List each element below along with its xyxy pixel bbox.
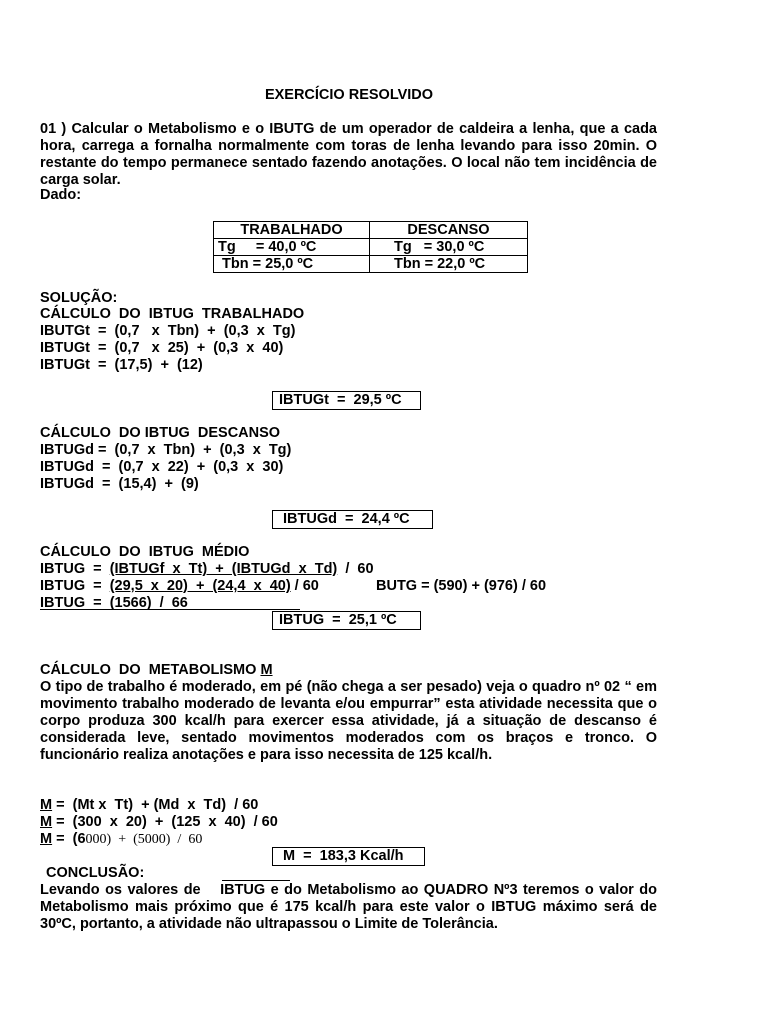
medio-heading: CÁLCULO DO IBTUG MÉDIO bbox=[40, 544, 250, 560]
table-cell: Tbn = 22,0 ºC bbox=[370, 256, 528, 273]
medio-sum: IBTUG = (1566) / 66 bbox=[40, 595, 188, 611]
descanso-line: IBTUGd = (0,7 x Tbn) + (0,3 x Tg) bbox=[40, 442, 292, 458]
problem-text: 01 ) Calcular o Metabolismo e o IBUTG de um operador de caldeira a lenha, que a cada hora, carrega a fornalha normalmente com toras de lenha levando para isso 20min. O restante do tempo permanece sentado fazendo anotações. O local não tem incidência de carga solar. bbox=[40, 121, 657, 188]
dado-label: Dado: bbox=[40, 187, 82, 203]
trabalhado-heading: CÁLCULO DO IBTUG TRABALHADO bbox=[40, 306, 305, 322]
solution-label: SOLUÇÃO: bbox=[40, 290, 118, 306]
table-cell: Tbn = 25,0 ºC bbox=[214, 256, 370, 273]
medio-result-box: IBTUG = 25,1 ºC bbox=[272, 611, 421, 630]
descanso-line: IBTUGd = (0,7 x 22) + (0,3 x 30) bbox=[40, 459, 284, 475]
table-row bbox=[214, 256, 528, 273]
header-descanso: DESCANSO bbox=[370, 222, 528, 239]
medio-formula: IBTUG = (IBTUGf x Tt) + (IBTUGd x Td) / 60 bbox=[40, 561, 374, 577]
underline-rule bbox=[222, 880, 290, 881]
header-trabalhado: TRABALHADO bbox=[214, 222, 370, 239]
data-table bbox=[213, 221, 528, 273]
metabolismo-heading: CÁLCULO DO METABOLISMO M bbox=[40, 662, 273, 678]
medio-substitution: IBTUG = (29,5 x 20) + (24,4 x 40) / 60 bbox=[40, 578, 319, 594]
m-sum: M = (6000) + (5000) / 60 bbox=[40, 831, 203, 847]
page-title: EXERCÍCIO RESOLVIDO bbox=[264, 87, 434, 103]
medio-aside: BUTG = (590) + (976) / 60 bbox=[376, 578, 547, 594]
trabalhado-line: IBTUGt = (0,7 x 25) + (0,3 x 40) bbox=[40, 340, 284, 356]
table-header-row bbox=[214, 222, 528, 239]
metabolismo-result-box: M = 183,3 Kcal/h bbox=[272, 847, 425, 866]
conclusion-text: Levando os valores de IBTUG e do Metabolismo ao QUADRO Nº3 teremos o valor do Metabolismo mais próximo que é 175 kcal/h para este valor o IBTUG máximo será de 30ºC, portanto, a atividade não ultrapassou o Limite de Tolerância. bbox=[40, 882, 657, 932]
trabalhado-line: IBUTGt = (0,7 x Tbn) + (0,3 x Tg) bbox=[40, 323, 296, 339]
underline-rule bbox=[40, 609, 300, 610]
m-formula: M = (Mt x Tt) + (Md x Td) / 60 bbox=[40, 797, 259, 813]
table-cell: Tg = 40,0 ºC bbox=[214, 239, 370, 256]
trabalhado-result-box: IBTUGt = 29,5 ºC bbox=[272, 391, 421, 410]
table-cell: Tg = 30,0 ºC bbox=[370, 239, 528, 256]
descanso-result-box: IBTUGd = 24,4 ºC bbox=[272, 510, 433, 529]
descanso-line: IBTUGd = (15,4) + (9) bbox=[40, 476, 199, 492]
metabolismo-text: O tipo de trabalho é moderado, em pé (não chega a ser pesado) veja o quadro nº 02 “ em movimento trabalho moderado de levanta e/ou empurrar” esta atividade necessita que o corpo produza 300 kcal/h para exercer essa atividade, já a situação de descanso é considerada leve, sentado movimentos moderados com os braços e tronco. O funcionário realiza anotações e para isso necessita de 125 kcal/h. bbox=[40, 679, 657, 763]
table-row bbox=[214, 239, 528, 256]
conclusion-label: CONCLUSÃO: bbox=[46, 865, 145, 881]
m-substitution: M = (300 x 20) + (125 x 40) / 60 bbox=[40, 814, 278, 830]
trabalhado-line: IBTUGt = (17,5) + (12) bbox=[40, 357, 203, 373]
descanso-heading: CÁLCULO DO IBTUG DESCANSO bbox=[40, 425, 281, 441]
